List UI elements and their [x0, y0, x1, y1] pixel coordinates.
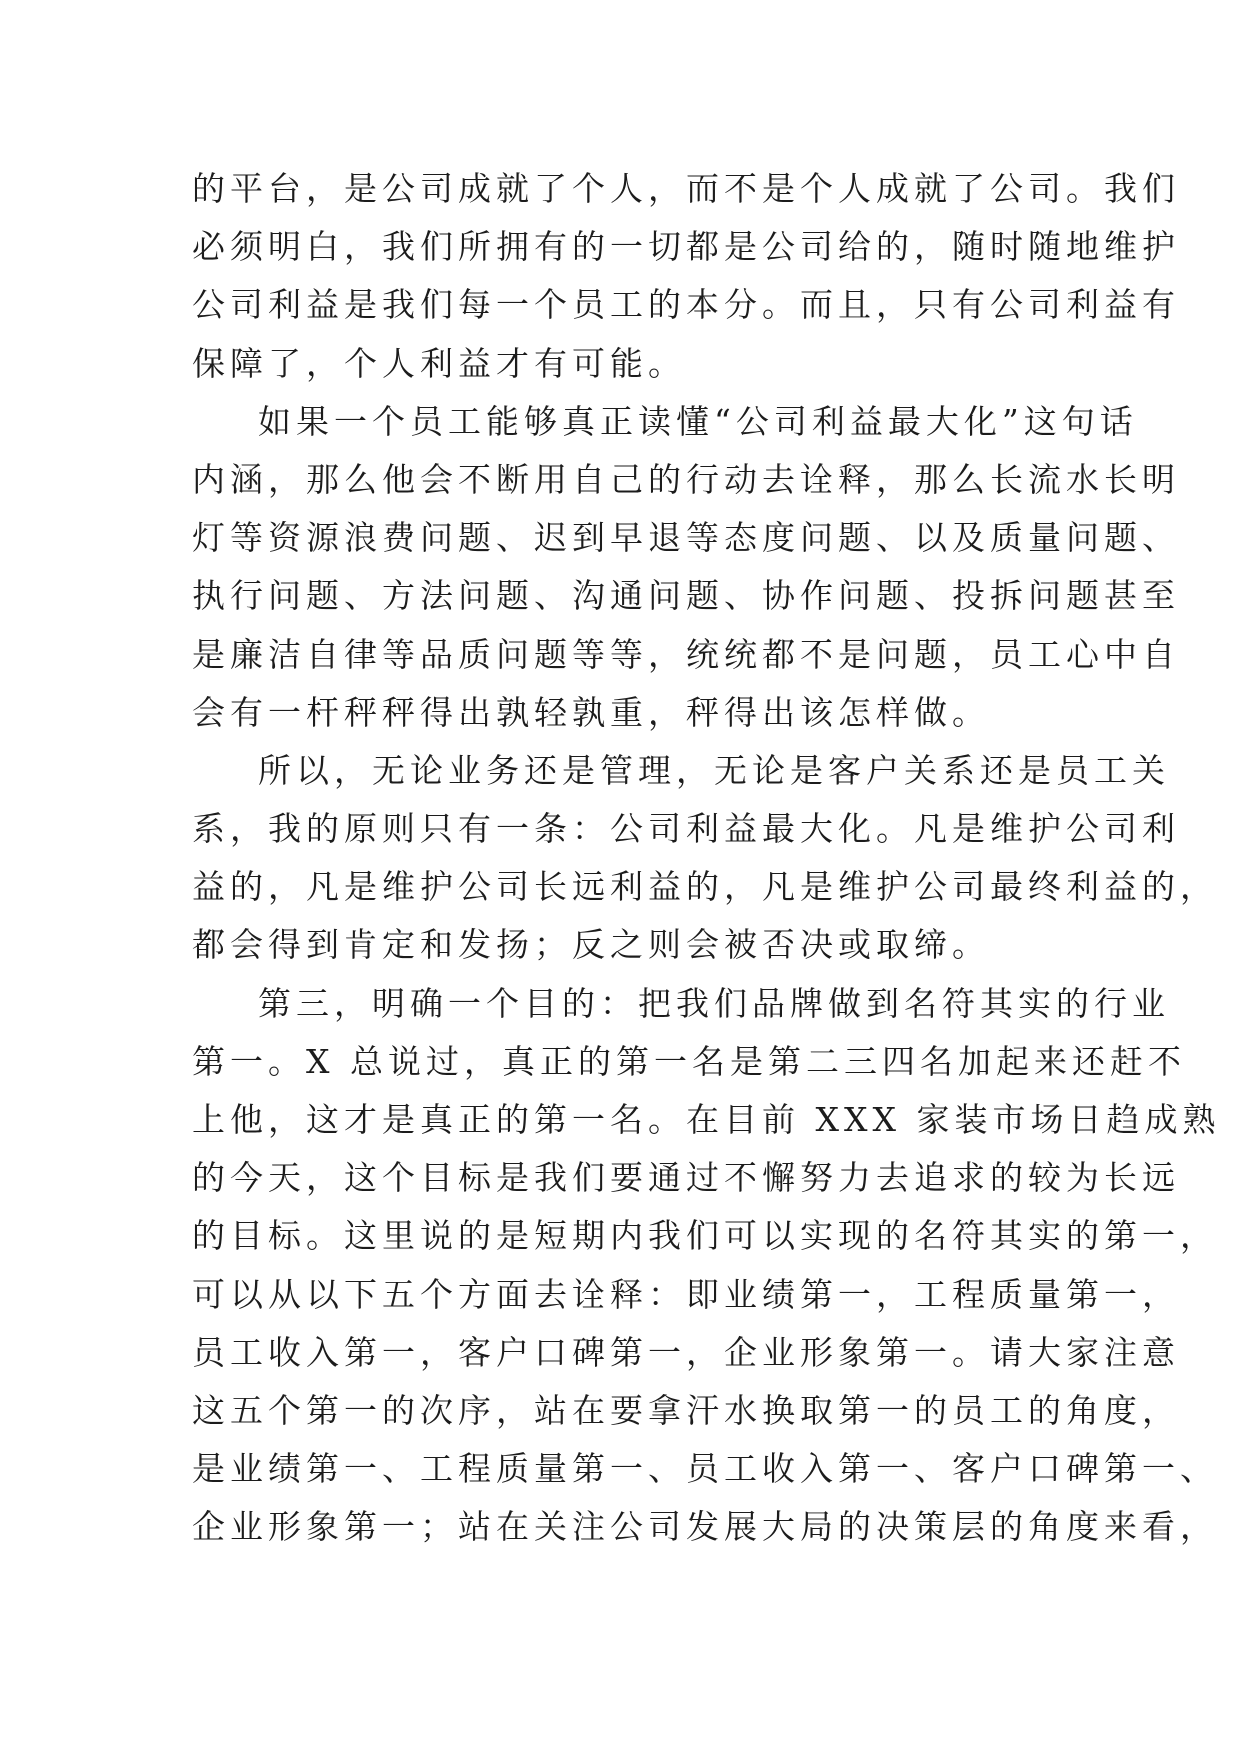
text-line: 的目标。这里说的是短期内我们可以实现的名符其实的第一，	[192, 1216, 1218, 1256]
text-line: 这五个第一的次序，站在要拿汗水换取第一的员工的角度，	[192, 1390, 1180, 1430]
text-line: 上他，这才是真正的第一名。在目前 XXX 家装市场日趋成熟	[192, 1100, 1221, 1139]
text-line: 的平台，是公司成就了个人，而不是个人成就了公司。我们	[192, 169, 1180, 208]
text-line: 第一。X 总说过，真正的第一名是第二三四名加起来还赶不	[192, 1041, 1186, 1081]
text-line: 可以从以下五个方面去诠释：即业绩第一，工程质量第一，	[192, 1274, 1180, 1314]
text-line: 灯等资源浪费问题、迟到早退等态度问题、以及质量问题、	[192, 518, 1180, 558]
text-line: 会有一杆秤秤得出孰轻孰重，秤得出该怎样做。	[192, 692, 990, 732]
text-line: 企业形象第一；站在关注公司发展大局的决策层的角度来看，	[192, 1507, 1218, 1547]
text-line: 执行问题、方法问题、沟通问题、协作问题、投拆问题甚至	[192, 576, 1180, 616]
text-line: 系，我的原则只有一条：公司利益最大化。凡是维护公司利	[192, 809, 1180, 849]
text-line: 公司利益是我们每一个员工的本分。而且，只有公司利益有	[192, 285, 1180, 325]
text-line: 内涵，那么他会不断用自己的行动去诠释，那么长流水长明	[192, 459, 1180, 499]
text-line: 员工收入第一，客户口碑第一，企业形象第一。请大家注意	[192, 1332, 1180, 1372]
text-line: 必须明白，我们所拥有的一切都是公司给的，随时随地维护	[192, 227, 1180, 267]
text-line: 是廉洁自律等品质问题等等，统统都不是问题，员工心中自	[192, 634, 1180, 674]
text-line: 是业绩第一、工程质量第一、员工收入第一、客户口碑第一、	[192, 1449, 1218, 1489]
text-line: 益的，凡是维护公司长远利益的，凡是维护公司最终利益的，	[192, 867, 1218, 907]
paragraph-first-line: 第三，明确一个目的：把我们品牌做到名符其实的行业	[258, 983, 1170, 1023]
document-body	[192, 160, 1221, 1557]
text-line: 的今天，这个目标是我们要通过不懈努力去追求的较为长远	[192, 1158, 1180, 1198]
text-line: 都会得到肯定和发扬；反之则会被否决或取缔。	[192, 925, 990, 965]
paragraph-first-line: 所以，无论业务还是管理，无论是客户关系还是员工关	[258, 750, 1170, 790]
paragraph-first-line: 如果一个员工能够真正读懂“公司利益最大化”这句话	[258, 401, 1138, 441]
text-line: 保障了，个人利益才有可能。	[192, 343, 686, 383]
